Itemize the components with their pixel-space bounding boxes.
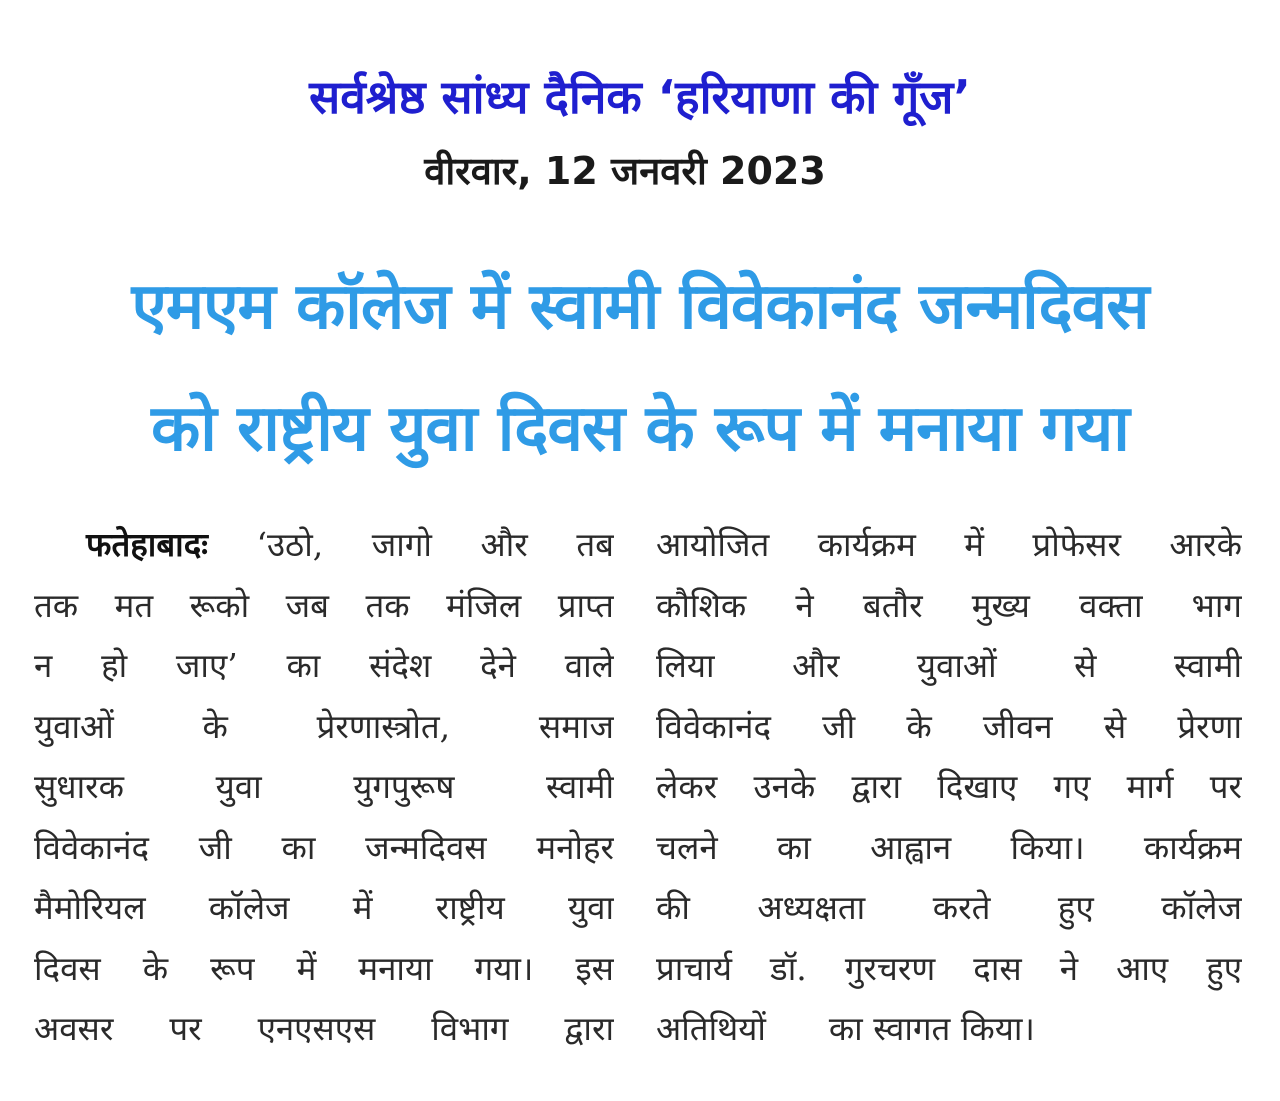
article-line: न हो जाए’ का संदेश देने वाले	[34, 646, 614, 685]
dateline-place: फतेहाबादः	[86, 525, 208, 564]
article-column-right	[656, 515, 1242, 1060]
article-line: प्राचार्य डॉ. गुरचरण दास ने आए हुए	[656, 948, 1242, 988]
article-line-text: ‘उठो, जागो और तब	[256, 525, 614, 564]
newspaper-masthead: सर्वश्रेष्ठ सांध्य दैनिक ‘हरियाणा की गूँज’	[309, 70, 971, 124]
article-column-left	[34, 515, 614, 1060]
article-line: लिया और युवाओं से स्वामी	[656, 646, 1242, 685]
article-line: चलने का आह्वान किया। कार्यक्रम	[656, 827, 1242, 867]
article-line: लेकर उनके द्वारा दिखाए गए मार्ग पर	[656, 767, 1242, 806]
article-line	[34, 515, 614, 576]
article-line: विवेकानंद जी का जन्मदिवस मनोहर	[34, 827, 614, 867]
article-line: सुधारक युवा युगपुरूष स्वामी	[34, 767, 614, 806]
article-line: दिवस के रूप में मनाया गया। इस	[34, 948, 614, 988]
article-line: की अध्यक्षता करते हुए कॉलेज	[656, 888, 1242, 927]
article-line: अवसर पर एनएसएस विभाग द्वारा	[34, 1009, 614, 1048]
article-line: विवेकानंद जी के जीवन से प्रेरणा	[656, 706, 1242, 746]
article-line: कौशिक ने बतौर मुख्य वक्ता भाग	[656, 585, 1242, 625]
article-line: मैमोरियल कॉलेज में राष्ट्रीय युवा	[34, 888, 614, 927]
headline-line-2: को राष्ट्रीय युवा दिवस के रूप में मनाया गया	[151, 392, 1129, 466]
article-line: युवाओं के प्रेरणास्त्रोत, समाज	[34, 706, 614, 746]
headline-line-1: एमएम कॉलेज में स्वामी विवेकानंद जन्मदिवस	[131, 270, 1149, 344]
publication-date: वीरवार, 12 जनवरी 2023	[424, 149, 826, 193]
article-line: आयोजित कार्यक्रम में प्रोफेसर आरके	[656, 525, 1242, 564]
article-line: तक मत रूको जब तक मंजिल प्राप्त	[34, 585, 614, 625]
article-line: अतिथियों का स्वागत किया।	[656, 1009, 1035, 1048]
